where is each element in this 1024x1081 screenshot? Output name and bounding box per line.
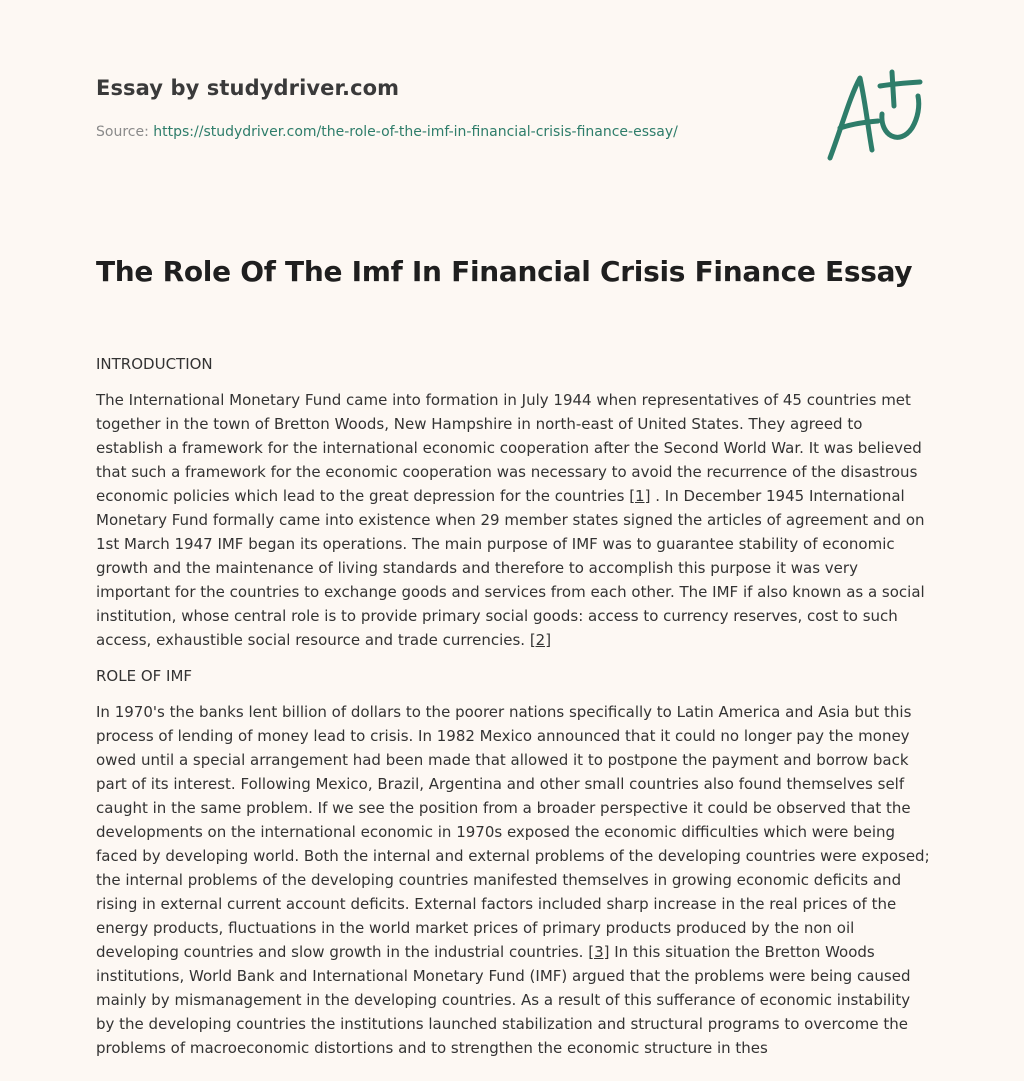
- intro-paragraph: [96, 388, 931, 652]
- role-paragraph: [96, 700, 931, 1060]
- role-text-part-1: In 1970's the banks lent billion of dollars to the poorer nations specifically to Latin America and Asia but this process of lending of money lead to crisis. In 1982 Mexico announced that it could no longer pay the money owed until a special arrangement had been made that allowed it to postpone the payment and borrow back part of its interest. Following Mexico, Brazil, Argentina and other small countries also found themselves self caught in the same problem. If we see the position from a broader perspective it could be observed that the developments on the international economic in 1970s exposed the economic difficulties which were being faced by developing world. Both the internal and external problems of the developing countries were exposed; the internal problems of the developing countries manifested themselves in growing economic deficits and rising in external current account deficits. External factors included sharp increase in the real prices of the energy products, fluctuations in the world market prices of primary products produced by the non oil developing countries and slow growth in the industrial countries.: [96, 703, 930, 961]
- role-text-part-2: In this situation the Bretton Woods institutions, World Bank and International Monetary Fund (IMF) argued that the problems were being caused mainly by mismanagement in the developing countries. As a result of this sufferance of economic instability by the developing countries the institutions launched stabilization and structural programs to overcome the problems of macroeconomic distortions and to strengthen the economic structure in thes: [96, 943, 911, 1057]
- site-brand: Essay by studydriver.com: [96, 76, 400, 100]
- source-line: [96, 124, 678, 140]
- essay-title: The Role Of The Imf In Financial Crisis Finance Essay: [96, 255, 913, 288]
- source-label: Source:: [96, 124, 149, 140]
- source-link[interactable]: https://studydriver.com/the-role-of-the-imf-in-financial-crisis-finance-essay/: [153, 124, 678, 140]
- intro-text-part-1: The International Monetary Fund came into formation in July 1944 when representatives of 45 countries met together in the town of Bretton Woods, New Hampshire in north-east of United States. They agreed to establish a framework for the international economic cooperation after the Second World War. It was believed that such a framework for the economic cooperation was necessary to avoid the recurrence of the disastrous economic policies which lead to the great depression for the countries: [96, 391, 922, 505]
- essay-body: [96, 352, 931, 1072]
- section-heading-introduction: INTRODUCTION: [96, 355, 213, 373]
- footnote-link-1[interactable]: [1]: [629, 487, 651, 505]
- section-heading-role-of-imf: ROLE OF IMF: [96, 667, 193, 685]
- a-plus-logo-icon: [820, 66, 930, 166]
- footnote-link-3[interactable]: [3]: [588, 943, 610, 961]
- footnote-link-2[interactable]: [2]: [529, 631, 552, 649]
- intro-text-part-2: . In December 1945 International Monetary Fund formally came into existence when 29 member states signed the articles of agreement and on 1st March 1947 IMF began its operations. The main purpose of IMF was to guarantee stability of economic growth and the maintenance of living standards and therefore to accomplish this purpose it was very important for the countries to exchange goods and services from each other. The IMF if also known as a social institution, whose central role is to provide primary social goods: access to currency reserves, cost to such access, exhaustible social resource and trade currencies.: [96, 487, 925, 649]
